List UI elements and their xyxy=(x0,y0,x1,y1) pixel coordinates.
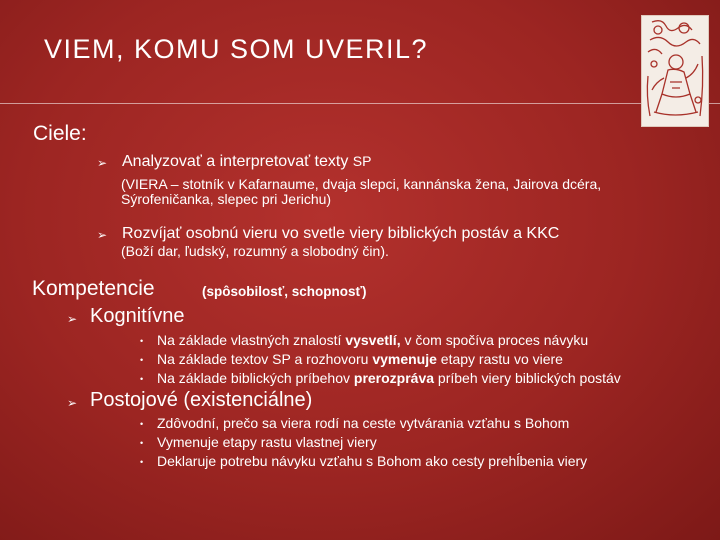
arrow-bullet-icon: ➢ xyxy=(97,228,108,242)
competence-item-text: Deklaruje potrebu návyku vzťahu s Bohom ako cesty prehĺbenia viery xyxy=(157,453,588,469)
competence-item-text: Vymenuje etapy rastu vlastnej viery xyxy=(157,434,377,450)
goal-item-note: Sýrofeničanka, slepec pri Jerichu) xyxy=(121,191,332,207)
competence-item-text: v čom spočíva proces návyku xyxy=(400,332,589,348)
competence-item xyxy=(157,332,588,348)
goal-item-text: Analyzovať a interpretovať texty xyxy=(122,153,349,170)
competence-item xyxy=(157,370,621,386)
competence-item-text: Na základe vlastných znalostí xyxy=(157,332,346,348)
competence-item xyxy=(157,351,563,367)
goal-item-note: (VIERA – stotník v Kafarnaume, dvaja slepci, kannánska žena, Jairova dcéra, xyxy=(121,176,602,192)
goal-item-note: (Boží dar, ľudský, rozumný a slobodný čin). xyxy=(121,243,389,259)
competence-item-verb: prerozpráva xyxy=(353,370,435,386)
competence-group-label: Kognitívne xyxy=(90,305,185,327)
competence-item-text: príbeh viery biblických postáv xyxy=(434,370,621,386)
dot-bullet-icon: • xyxy=(140,457,144,467)
illuminated-manuscript-figure-icon xyxy=(641,15,709,127)
dot-bullet-icon: • xyxy=(140,355,144,365)
goal-item xyxy=(122,153,371,171)
competence-group-label: Postojové (existenciálne) xyxy=(90,389,313,411)
goal-item-suffix: SP xyxy=(352,153,372,169)
competence-item-verb: vysvetlí, xyxy=(345,332,401,348)
arrow-bullet-icon: ➢ xyxy=(67,312,78,326)
competence-item-text: etapy rastu vo viere xyxy=(436,351,563,367)
arrow-bullet-icon: ➢ xyxy=(67,396,78,410)
arrow-bullet-icon: ➢ xyxy=(97,156,108,170)
competence-item-text: Zdôvodní, prečo sa viera rodí na ceste vytvárania vzťahu s Bohom xyxy=(157,415,570,431)
competence-item-text: Na základe biblických príbehov xyxy=(157,370,354,386)
dot-bullet-icon: • xyxy=(140,438,144,448)
kompetencie-heading: Kompetencie xyxy=(32,277,155,300)
dot-bullet-icon: • xyxy=(140,419,144,429)
dot-bullet-icon: • xyxy=(140,374,144,384)
slide-title: VIEM, KOMU SOM UVERIL? xyxy=(44,34,429,64)
competence-item-verb: vymenuje xyxy=(372,351,437,367)
title-divider xyxy=(0,103,720,104)
goal-item-text: Rozvíjať osobnú vieru vo svetle viery biblických postáv a KKC xyxy=(122,225,560,242)
competence-item-text: Na základe textov SP a rozhovoru xyxy=(157,351,373,367)
dot-bullet-icon: • xyxy=(140,336,144,346)
logo-drawing xyxy=(642,16,708,126)
ciele-heading: Ciele: xyxy=(33,122,87,145)
kompetencie-note: (spôsobilosť, schopnosť) xyxy=(202,284,367,299)
